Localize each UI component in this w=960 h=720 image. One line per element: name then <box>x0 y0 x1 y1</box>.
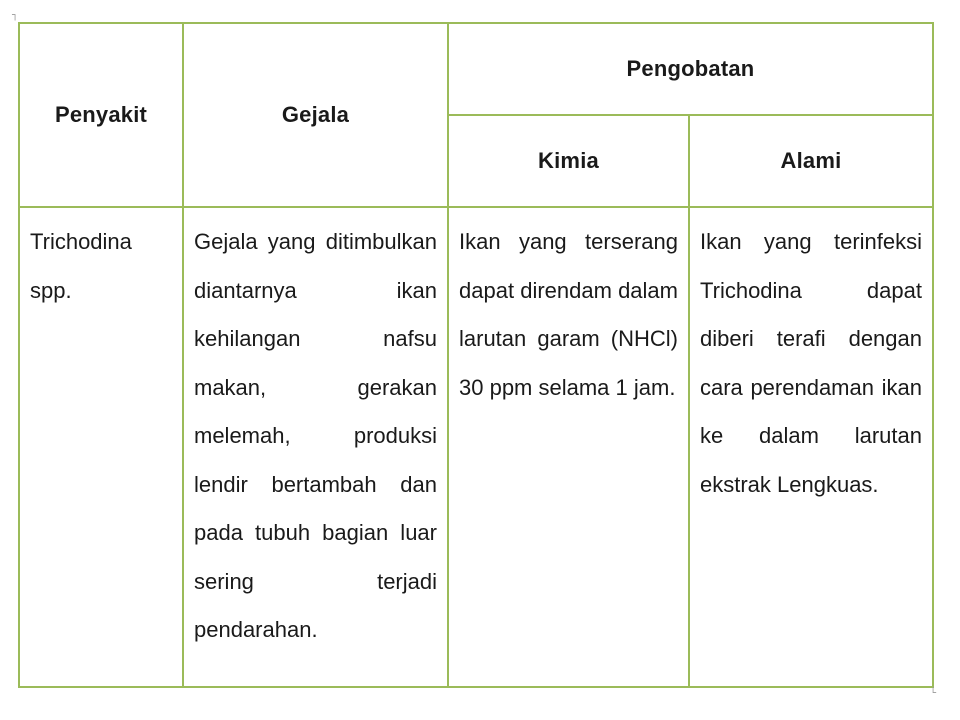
table-end-mark: └ <box>930 688 937 699</box>
cell-alami: Ikan yang terinfeksi Trichodina dapat diberi terafi dengan cara perendaman ikan ke dalam larutan ekstrak Lengkuas. <box>689 207 933 687</box>
table-anchor-mark: ┐ <box>12 10 19 21</box>
header-alami: Alami <box>689 115 933 207</box>
header-kimia: Kimia <box>448 115 689 207</box>
cell-kimia: Ikan yang terserang dapat direndam dalam larutan garam (NHCl) 30 ppm selama 1 jam. <box>448 207 689 687</box>
cell-penyakit: Trichodina spp. <box>19 207 183 687</box>
table-container <box>18 22 932 688</box>
header-gejala: Gejala <box>183 23 448 207</box>
header-pengobatan: Pengobatan <box>448 23 933 115</box>
disease-treatment-table <box>18 22 934 688</box>
cell-gejala: Gejala yang ditimbulkan diantarnya ikan kehilangan nafsu makan, gerakan melemah, produksi lendir bertambah dan pada tubuh bagian luar sering terjadi pendarahan. <box>183 207 448 687</box>
header-penyakit: Penyakit <box>19 23 183 207</box>
table-row <box>19 207 933 687</box>
header-row-top <box>19 23 933 115</box>
